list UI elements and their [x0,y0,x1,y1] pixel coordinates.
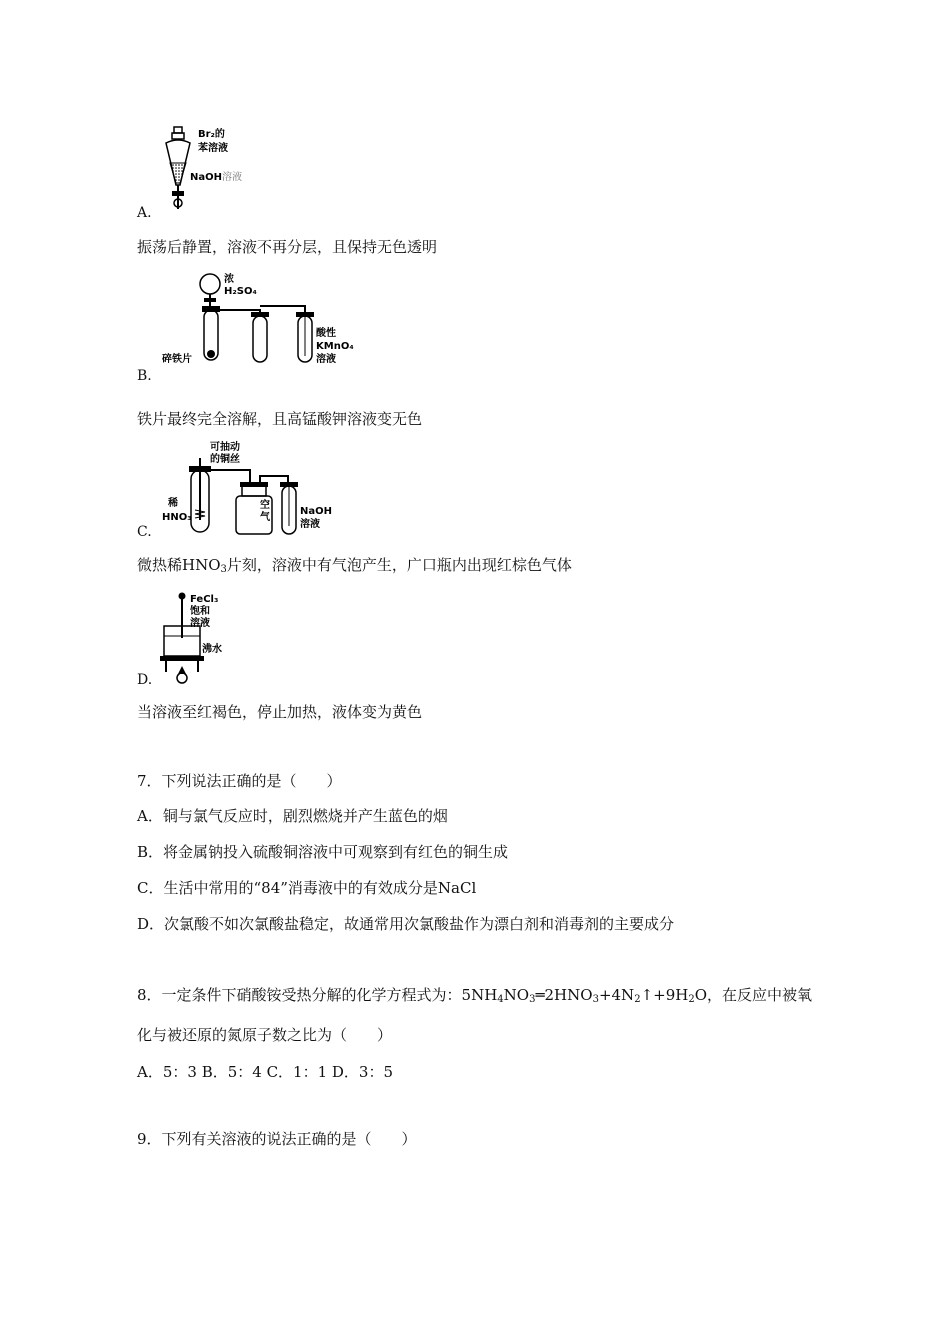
q7-option-c: C．生活中常用的“84”消毒液中的有效成分是NaCl [137,879,477,897]
figure-c-label-air1: 空 [260,500,270,511]
q8-stem-line2: 化与被还原的氮原子数之比为（ ） [137,1026,393,1044]
option-c-letter: C. [137,524,152,540]
figure-c-label-air2: 气 [260,512,270,523]
figure-d-label-solution: 溶液 [190,618,210,629]
figure-c-apparatus [160,440,360,540]
figure-d-label-saturated: 饱和 [190,606,210,617]
option-c-statement-pre: 微热稀 [137,556,183,574]
figure-b-apparatus [160,270,360,370]
figure-c-label-wire2: 的铜丝 [210,454,240,465]
option-d-letter: D. [137,672,153,688]
option-c-statement [137,555,572,580]
q7-option-d: D．次氯酸不如次氯酸盐稳定，故通常用次氯酸盐作为漂白剂和消毒剂的主要成分 [137,915,675,933]
q9-stem: 9．下列有关溶液的说法正确的是（ ） [137,1130,417,1148]
q8-options: A．5：3 B．5：4 C．1：1 D．3：5 [137,1063,394,1081]
figure-c-label-wire1: 可抽动 [210,442,240,453]
figure-b-label-conc: 浓 [224,274,234,285]
figure-a-label-benzene: 苯溶液 [198,143,228,154]
option-b-letter: B. [137,368,152,384]
figure-a-separatory-funnel [160,125,270,215]
figure-b-label-solution: 溶液 [316,354,336,365]
q8-equation: $5NH_4NO_3═2HNO_3+4N_2↑+9H_2O$ [461,986,708,1005]
option-c-statement-post: 片刻，溶液中有气泡产生，广口瓶内出现红棕色气体 [226,556,572,574]
q7-option-b: B．将金属钠投入硫酸铜溶液中可观察到有红色的铜生成 [137,843,509,861]
figure-c-label-dilute: 稀 [168,498,178,509]
option-c-formula-sub: 3 [220,564,227,575]
figure-b-label-acidic: 酸性 [316,328,336,339]
q7-stem: 7．下列说法正确的是（ ） [137,772,342,790]
option-a-statement: 振荡后静置，溶液不再分层，且保持无色透明 [137,238,438,256]
q8-stem-line1 [137,985,812,1010]
figure-d-label-fecl3: FeCl₃ [190,594,219,605]
figure-d-apparatus [160,590,270,685]
figure-c-label-solution: 溶液 [300,519,320,530]
option-a-letter: A. [137,205,152,221]
figure-a-label-naoh: NaOH [190,172,222,183]
figure-a-label-solution: 溶液 [222,172,242,183]
q8-stem-pre: 8．一定条件下硝酸铵受热分解的化学方程式为： [137,986,462,1004]
figure-b-label-h2so4: H₂SO₄ [224,286,257,297]
option-d-statement: 当溶液至红褐色，停止加热，液体变为黄色 [137,703,423,721]
option-b-statement: 铁片最终完全溶解，且高锰酸钾溶液变无色 [137,410,423,428]
q8-stem-post: ，在反应中被氧 [707,986,813,1004]
q7-option-a: A．铜与氯气反应时，剧烈燃烧并产生蓝色的烟 [137,807,448,825]
figure-b-label-iron: 碎铁片 [162,354,192,365]
option-c-formula: HNO [182,556,221,574]
figure-c-label-hno3: HNO₃ [162,512,192,523]
figure-b-label-kmno4: KMnO₄ [316,341,354,352]
figure-a-label-br2: Br₂的 [198,129,225,140]
figure-c-label-naoh: NaOH [300,506,332,517]
figure-d-label-boiling-water: 沸水 [202,644,222,655]
